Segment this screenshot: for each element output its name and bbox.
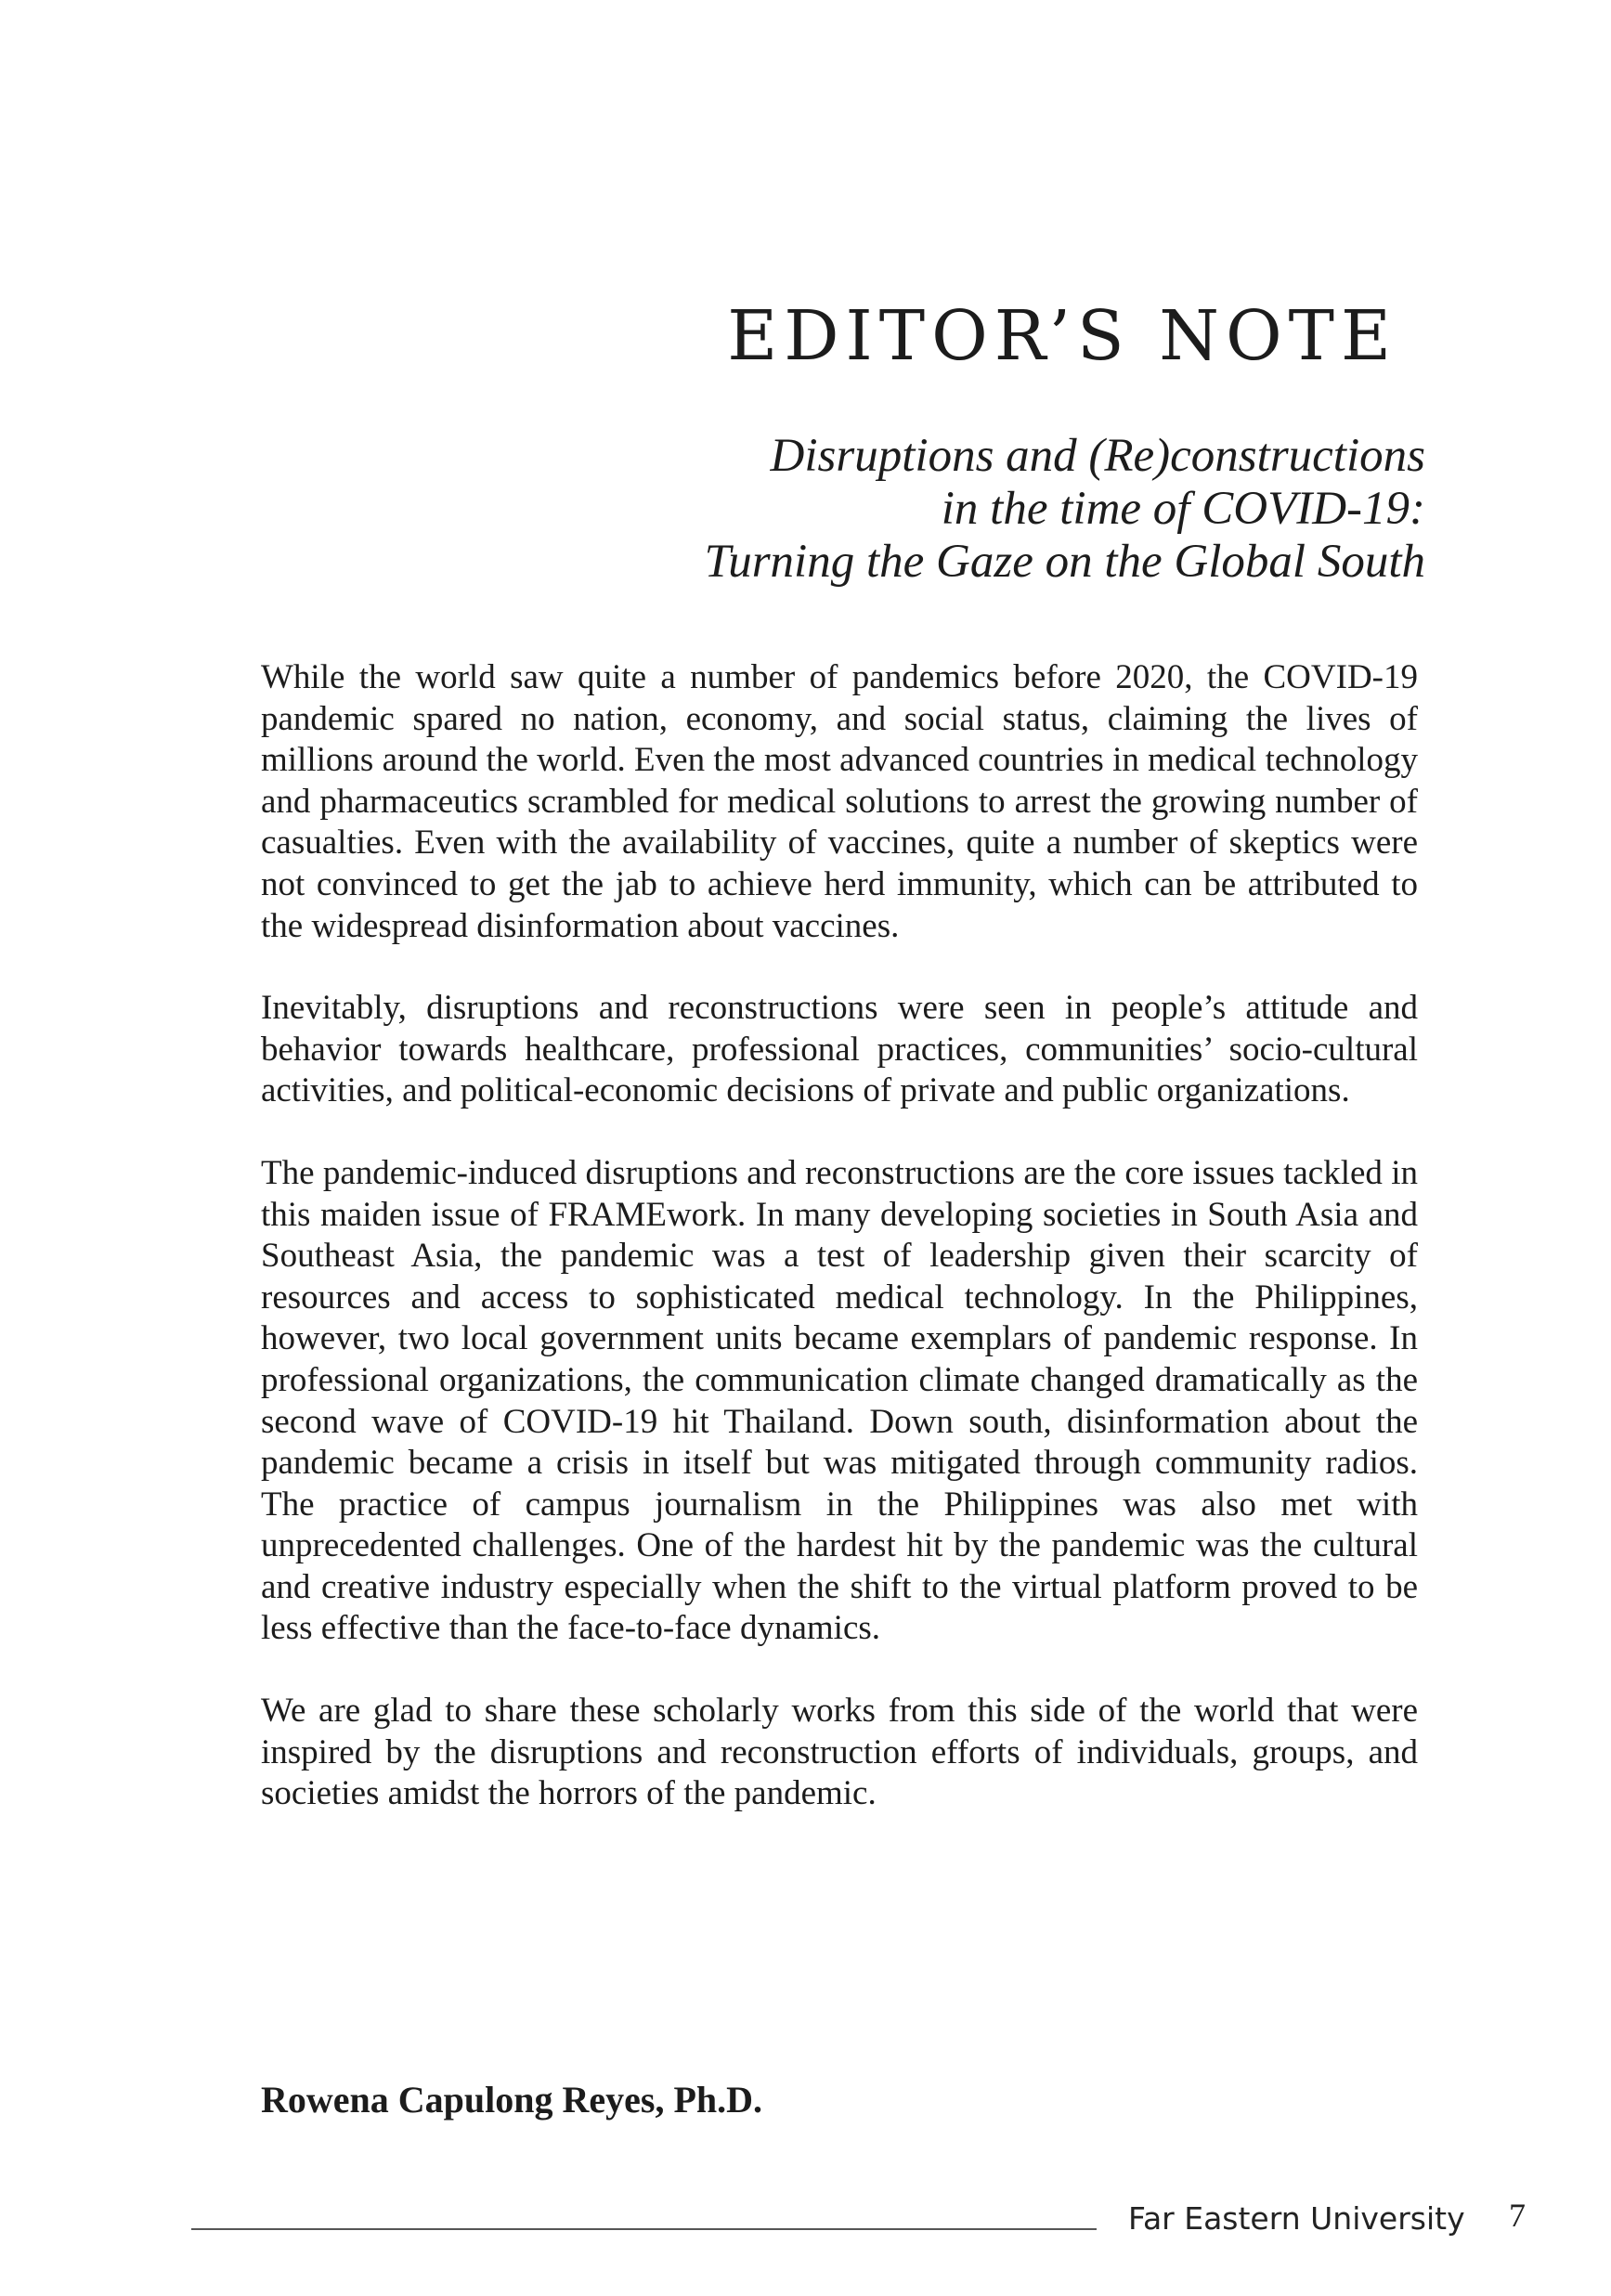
subtitle-line: Turning the Gaze on the Global South (704, 536, 1425, 588)
paragraph: The pandemic-induced disruptions and reconstructions are the core issues tackled in this maiden issue of FRAMEwork. In many developing societies in South Asia and Southeast Asia, the pandemic was a test of leadership given their scarcity of resources and access to sophisticated medical technology. In the Philippines, however, two local government units became exemplars of pandemic response. In professional organizations, the communication climate changed dramatically as the second wave of COVID-19 hit Thailand. Down south, disinformation about the pandemic became a crisis in itself but was mitigated through community radios. The practice of campus journalism in the Philippines was also met with unprecedented challenges. One of the hardest hit by the pandemic was the cultural and creative industry especially when the shift to the virtual platform proved to be less effective than the face-to-face dynamics. (261, 1153, 1418, 1648)
subtitle-line: in the time of COVID-19: (941, 483, 1425, 535)
paragraph: We are glad to share these scholarly works from this side of the world that were inspired by the disruptions and reconstruction efforts of individuals, groups, and societies amidst the horrors of the pandemic. (261, 1692, 1418, 1813)
body-text (261, 657, 1418, 1856)
subtitle-line: Disruptions and (Re)constructions (770, 430, 1425, 482)
subtitle (705, 430, 1425, 589)
author-signature: Rowena Capulong Reyes, Ph.D. (261, 2079, 763, 2121)
page-title: EDITOR’S NOTE (727, 296, 1397, 376)
footer-institution: Far Eastern University (1128, 2200, 1465, 2237)
paragraph: While the world saw quite a number of pandemics before 2020, the COVID-19 pandemic spared no nation, economy, and social status, claiming the lives of millions around the world. Even the most advanced countries in medical technology and pharmaceutics scrambled for medical solutions to arrest the growing number of casualties. Even with the availability of vaccines, quite a number of skeptics were not convinced to get the jab to achieve herd immunity, which can be attributed to the widespread disinformation about vaccines. (261, 658, 1418, 945)
page-number: 7 (1509, 2197, 1526, 2234)
paragraph: Inevitably, disruptions and reconstructions were seen in people’s attitude and behavior towards healthcare, professional practices, communities’ socio-cultural activities, and political-economic decisions of private and public organizations. (261, 989, 1418, 1110)
footer-divider (191, 2228, 1097, 2230)
